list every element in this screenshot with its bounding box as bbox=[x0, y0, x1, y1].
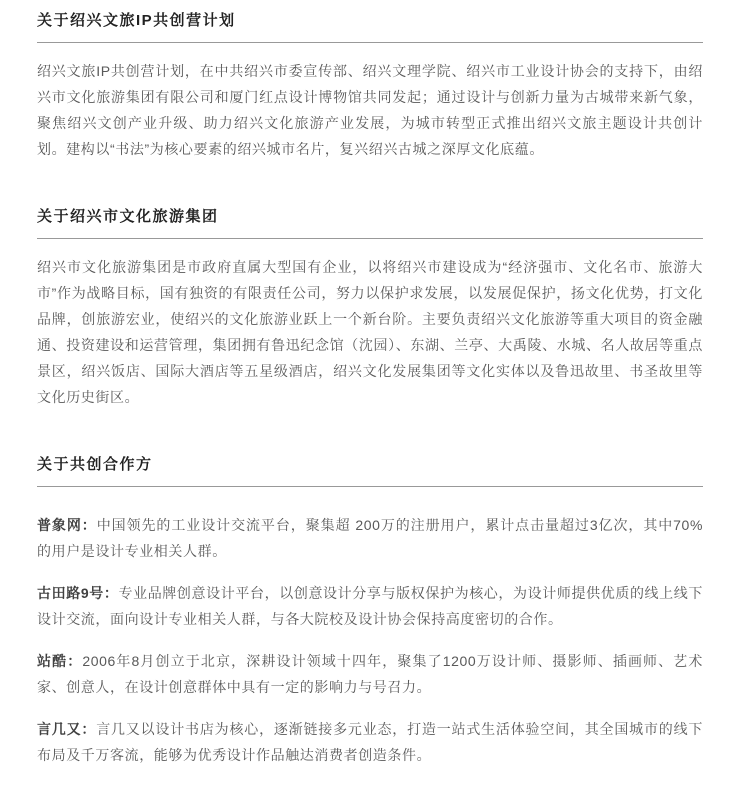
section-title-tourism-group: 关于绍兴市文化旅游集团 bbox=[37, 208, 219, 225]
partner-name-gtn9: 古田路9号： bbox=[37, 585, 119, 601]
partner-desc-yanjiyou: 言几又以设计书店为核心，逐渐链接多元业态，打造一站式生活体验空间，其全国城市的线下布局及千万客流，能够为优秀设计作品触达消费者创造条件。 bbox=[37, 721, 703, 763]
partner-paragraph-puxiang bbox=[37, 512, 703, 564]
partner-paragraph-yanjiyou bbox=[37, 716, 703, 768]
section-divider bbox=[37, 42, 703, 43]
partner-paragraph-zcool bbox=[37, 648, 703, 700]
section-title-ip-plan: 关于绍兴文旅IP共创营计划 bbox=[37, 12, 236, 29]
paragraph-ip-plan: 绍兴文旅IP共创营计划，在中共绍兴市委宣传部、绍兴文理学院、绍兴市工业设计协会的支持下，由绍兴市文化旅游集团有限公司和厦门红点设计博物馆共同发起；通过设计与创新力量为古城带来新气象，聚焦绍兴文创产业升级、助力绍兴文化旅游产业发展，为城市转型正式推出绍兴文旅主题设计共创计划。建构以“书法”为核心要素的绍兴城市名片，复兴绍兴古城之深厚文化底蕴。 bbox=[37, 63, 703, 157]
partner-name-puxiang: 普象网： bbox=[37, 517, 97, 533]
section-partners bbox=[37, 454, 703, 768]
section-title-partners: 关于共创合作方 bbox=[37, 456, 153, 473]
partner-desc-zcool: 2006年8月创立于北京，深耕设计领域十四年，聚集了1200万设计师、摄影师、插画师、艺术家、创意人，在设计创意群体中具有一定的影响力与号召力。 bbox=[37, 653, 703, 695]
section-tourism-group bbox=[37, 206, 703, 410]
partner-desc-gtn9: 专业品牌创意设计平台，以创意设计分享与版权保护为核心，为设计师提供优质的线上线下设计交流，面向设计专业相关人群，与各大院校及设计协会保持高度密切的合作。 bbox=[37, 585, 703, 627]
paragraph-tourism-group: 绍兴市文化旅游集团是市政府直属大型国有企业，以将绍兴市建设成为“经济强市、文化名市、旅游大市”作为战略目标，国有独资的有限责任公司，努力以保护求发展，以发展促保护，扬文化优势，打文化品牌，创旅游宏业，使绍兴的文化旅游业跃上一个新台阶。主要负责绍兴文化旅游等重大项目的资金融通、投资建设和运营管理，集团拥有鲁迅纪念馆（沈园）、东湖、兰亭、大禹陵、水城、名人故居等重点景区，绍兴饭店、国际大酒店等五星级酒店，绍兴文化发展集团等文化实体以及鲁迅故里、书圣故里等文化历史街区。 bbox=[37, 259, 703, 405]
section-divider bbox=[37, 486, 703, 487]
partner-name-zcool: 站酷： bbox=[37, 653, 83, 669]
partner-name-yanjiyou: 言几又： bbox=[37, 721, 97, 737]
partner-desc-puxiang: 中国领先的工业设计交流平台，聚集超 200万的注册用户，累计点击量超过3亿次，其中70%的用户是设计专业相关人群。 bbox=[37, 517, 703, 559]
section-divider bbox=[37, 238, 703, 239]
section-ip-plan bbox=[37, 10, 703, 162]
partner-paragraph-gtn9 bbox=[37, 580, 703, 632]
